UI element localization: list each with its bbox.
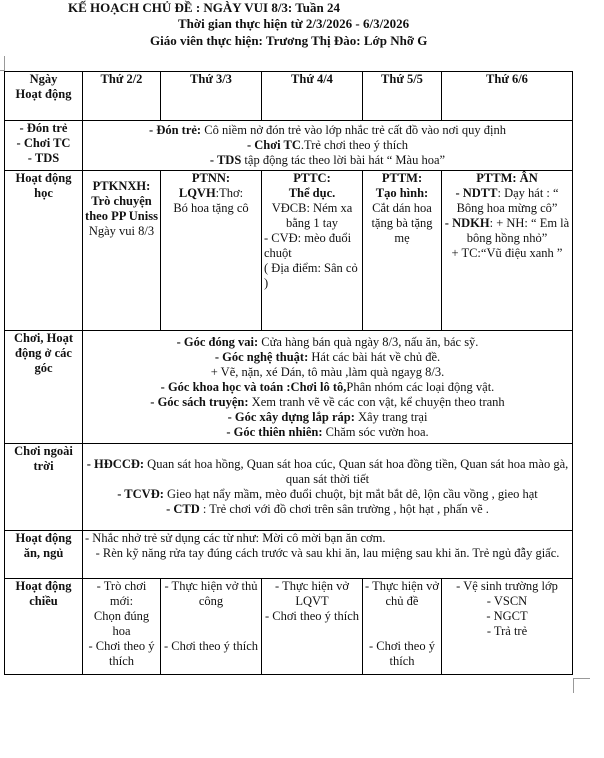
welcome-row xyxy=(5,121,573,171)
meal-label: Hoạt động ăn, ngủ xyxy=(5,531,83,579)
afternoon-tue: - Thực hiện vở thủ công - Chơi theo ý thích xyxy=(161,579,262,675)
day-header-mon: Thứ 2/2 xyxy=(83,72,161,121)
learning-tue: PTNN: LQVH:Thơ: Bó hoa tặng cô xyxy=(161,171,262,331)
page-corner-marker xyxy=(573,678,590,693)
afternoon-row xyxy=(5,579,573,675)
welcome-label: - Đón trẻ - Chơi TC - TDS xyxy=(5,121,83,171)
afternoon-wed: - Thực hiện vở LQVT - Chơi theo ý thích xyxy=(262,579,363,675)
meal-content: - Nhắc nhở trẻ sử dụng các từ như: Mời cô mời bạn ăn cơm. - Rèn kỹ năng rửa tay đúng cách trước và sau khi ăn, lau miệng sau khi ăn. Trẻ ngủ đẫy giấc. xyxy=(83,531,573,579)
outdoor-row xyxy=(5,444,573,531)
meal-row xyxy=(5,531,573,579)
afternoon-fri: - Vệ sinh trường lớp - VSCN - NGCT - Trả trẻ xyxy=(442,579,573,675)
corners-label: Chơi, Hoạt động ở các góc xyxy=(5,331,83,444)
day-header-wed: Thứ 4/4 xyxy=(262,72,363,121)
afternoon-mon: - Trò chơi mới: Chọn đúng hoa - Chơi theo ý thích xyxy=(83,579,161,675)
weekly-plan-table xyxy=(4,71,573,675)
learning-wed: PTTC: Thể dục. VĐCB: Ném xa bằng 1 tay - CVĐ: mèo đuổi chuột ( Địa điểm: Sân cỏ ) xyxy=(262,171,363,331)
plan-period: Thời gian thực hiện từ 2/3/2026 - 6/3/2026 xyxy=(178,16,410,31)
corners-content: - Góc đóng vai: Cửa hàng bán quà ngày 8/3, nấu ăn, bác sỹ. - Góc nghệ thuật: Hát các bài hát về chủ đề. + Vẽ, nặn, xé Dán, tô màu ,làm quà ngayg 8/3. - Góc khoa học và toán :Chơi lô tô,Phân nhóm các loại động vật. - Góc sách truyện: Xem tranh vẽ về các con vật, kể chuyện theo tranh - Góc xây dựng lắp ráp: Xây trang trại - Góc thiên nhiên: Chăm sóc vườn hoa. xyxy=(83,331,573,444)
plan-teacher: Giáo viên thực hiện: Trương Thị Đào: Lớp Nhỡ G xyxy=(150,33,428,48)
table-move-handle[interactable] xyxy=(0,56,5,71)
corner-cell: Ngày Hoạt động xyxy=(5,72,83,121)
outdoor-label: Chơi ngoài trời xyxy=(5,444,83,531)
welcome-content: - Đón trẻ: Cô niềm nở đón trẻ vào lớp nhắc trẻ cất đồ vào nơi quy định - Chơi TC.Trẻ chơi theo ý thích - TDS tập động tác theo lời bài hát “ Màu hoa” xyxy=(83,121,573,171)
learning-fri: PTTM: ÂN - NDTT: Dạy hát : “ Bông hoa mừng cô” - NDKH: + NH: “ Em là bông hồng nhỏ” + TC:“Vũ điệu xanh ” xyxy=(442,171,573,331)
day-header-fri: Thứ 6/6 xyxy=(442,72,573,121)
learning-row xyxy=(5,171,573,331)
learning-label: Hoạt động học xyxy=(5,171,83,331)
corners-row xyxy=(5,331,573,444)
afternoon-label: Hoạt động chiều xyxy=(5,579,83,675)
header-row xyxy=(5,72,573,121)
outdoor-content: - HĐCCĐ: Quan sát hoa hồng, Quan sát hoa cúc, Quan sát hoa đồng tiền, Quan sát hoa mào gà, quan sát thời tiết - TCVĐ: Gieo hạt nẩy mầm, mèo đuổi chuột, bịt mắt bắt dê, lộn cầu vồng , gieo hạt - CTD : Trẻ chơi với đồ chơi trên sân trường , hột hạt , phấn vẽ . xyxy=(83,444,573,531)
afternoon-thu: - Thực hiện vở chủ đề - Chơi theo ý thích xyxy=(363,579,442,675)
learning-mon: PTKNXH: Trò chuyện theo PP Uniss Ngày vui 8/3 xyxy=(83,171,161,331)
learning-thu: PTTM: Tạo hình: Cắt dán hoa tặng bà tặng mẹ xyxy=(363,171,442,331)
day-header-tue: Thứ 3/3 xyxy=(161,72,262,121)
plan-title: KẾ HOẠCH CHỦ ĐỀ : NGÀY VUI 8/3: Tuần 24 xyxy=(68,0,340,15)
day-header-thu: Thứ 5/5 xyxy=(363,72,442,121)
